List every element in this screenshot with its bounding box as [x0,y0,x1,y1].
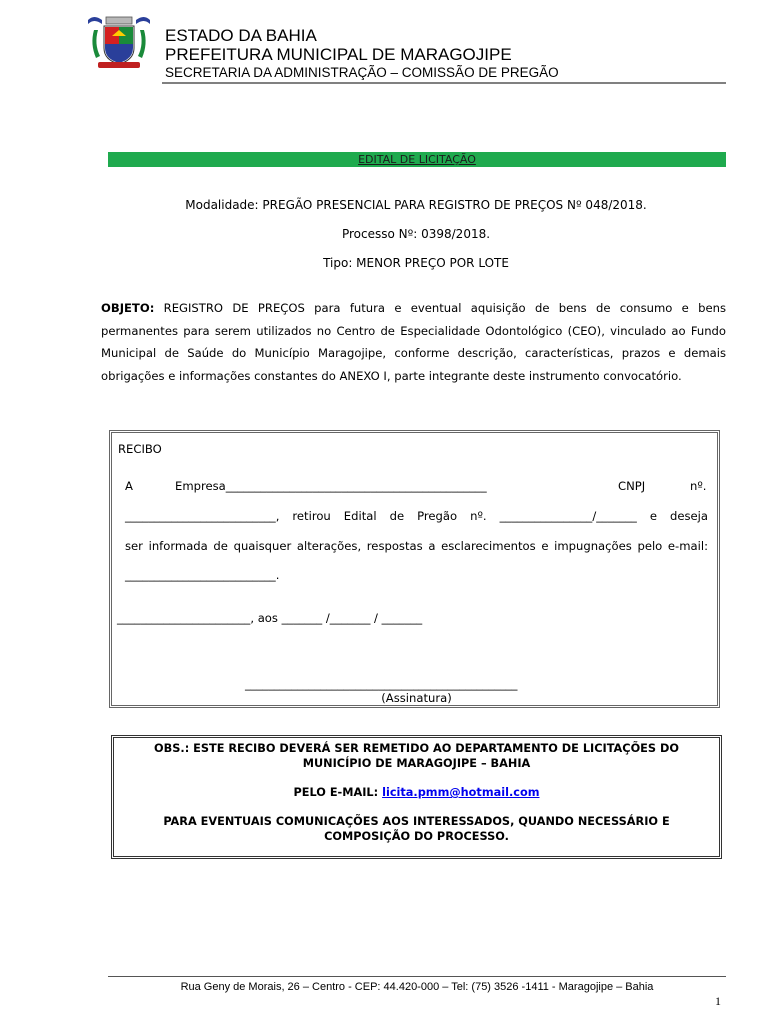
obs-email-label: PELO E-MAIL: [293,786,383,799]
recibo-edital-line: __________________________, retirou Edital de Pregão nº. ________________/_______ e deseja [125,509,708,523]
obs-line-1: OBS.: ESTE RECIBO DEVERÁ SER REMETIDO AO DEPARTAMENTO DE LICITAÇÕES DO [154,742,679,755]
municipality-name: PREFEITURA MUNICIPAL DE MARAGOJIPE [165,45,512,64]
department-name: SECRETARIA DA ADMINISTRAÇÃO – COMISSÃO DE PREGÃO [165,65,559,80]
obs-line-2: MUNICÍPIO DE MARAGOJIPE – BAHIA [302,757,531,770]
obs-line-5: COMPOSIÇÃO DO PROCESSO. [324,830,509,843]
signature-label: (Assinatura) [381,691,452,705]
footer-address: Rua Geny de Morais, 26 – Centro - CEP: 44.420-000 – Tel: (75) 3526 -1411 - Maragojipe – Bahia [180,981,654,993]
page-number: 1 [715,994,721,1008]
recibo-number-label: nº. [690,479,707,493]
recibo-email-field: __________________________. [125,568,280,582]
recibo-cnpj-label: CNPJ [618,479,646,493]
recibo-title: RECIBO [118,442,162,456]
recibo-empresa-field: Empresa_____________________________________________ [175,479,487,493]
objeto-text: REGISTRO DE PREÇOS para futura e eventual aquisição de bens de consumo e bens permanentes para serem utilizados no Centro de Especialidade Odontológico (CEO), vinculado ao Fundo Municipal de Saúde do Município Maragojipe, conforme descrição, características, prazos e demais obrigações e informações constantes do ANEXO I, parte integrante deste instrumento convocatório. [101,301,726,383]
title-band [108,152,726,167]
recibo-email-line: ser informada de quaisquer alterações, respostas a esclarecimentos e impugnações pelo e-mail: [125,539,708,553]
recibo-a: A [125,479,133,493]
obs-line-4: PARA EVENTUAIS COMUNICAÇÕES AOS INTERESSADOS, QUANDO NECESSÁRIO E [163,815,670,828]
obs-email-line [114,785,719,800]
coat-of-arms-icon [84,14,154,72]
document-title: EDITAL DE LICITAÇÃO [358,153,476,166]
email-link[interactable]: licita.pmm@hotmail.com [382,786,540,799]
signature-line: _______________________________________________ [245,677,518,691]
footer-divider [108,976,726,977]
objeto-label: OBJETO: [101,301,155,315]
objeto-paragraph [101,297,726,387]
modalidade-line: Modalidade: PREGÃO PRESENCIAL PARA REGISTRO DE PREÇOS Nº 048/2018. [185,198,647,212]
recibo-date-line: _______________________, aos _______ /_______ / _______ [117,611,423,625]
state-name: ESTADO DA BAHIA [165,26,317,45]
tipo-line: Tipo: MENOR PREÇO POR LOTE [323,256,509,270]
header-divider [162,82,726,84]
processo-line: Processo Nº: 0398/2018. [341,227,491,241]
